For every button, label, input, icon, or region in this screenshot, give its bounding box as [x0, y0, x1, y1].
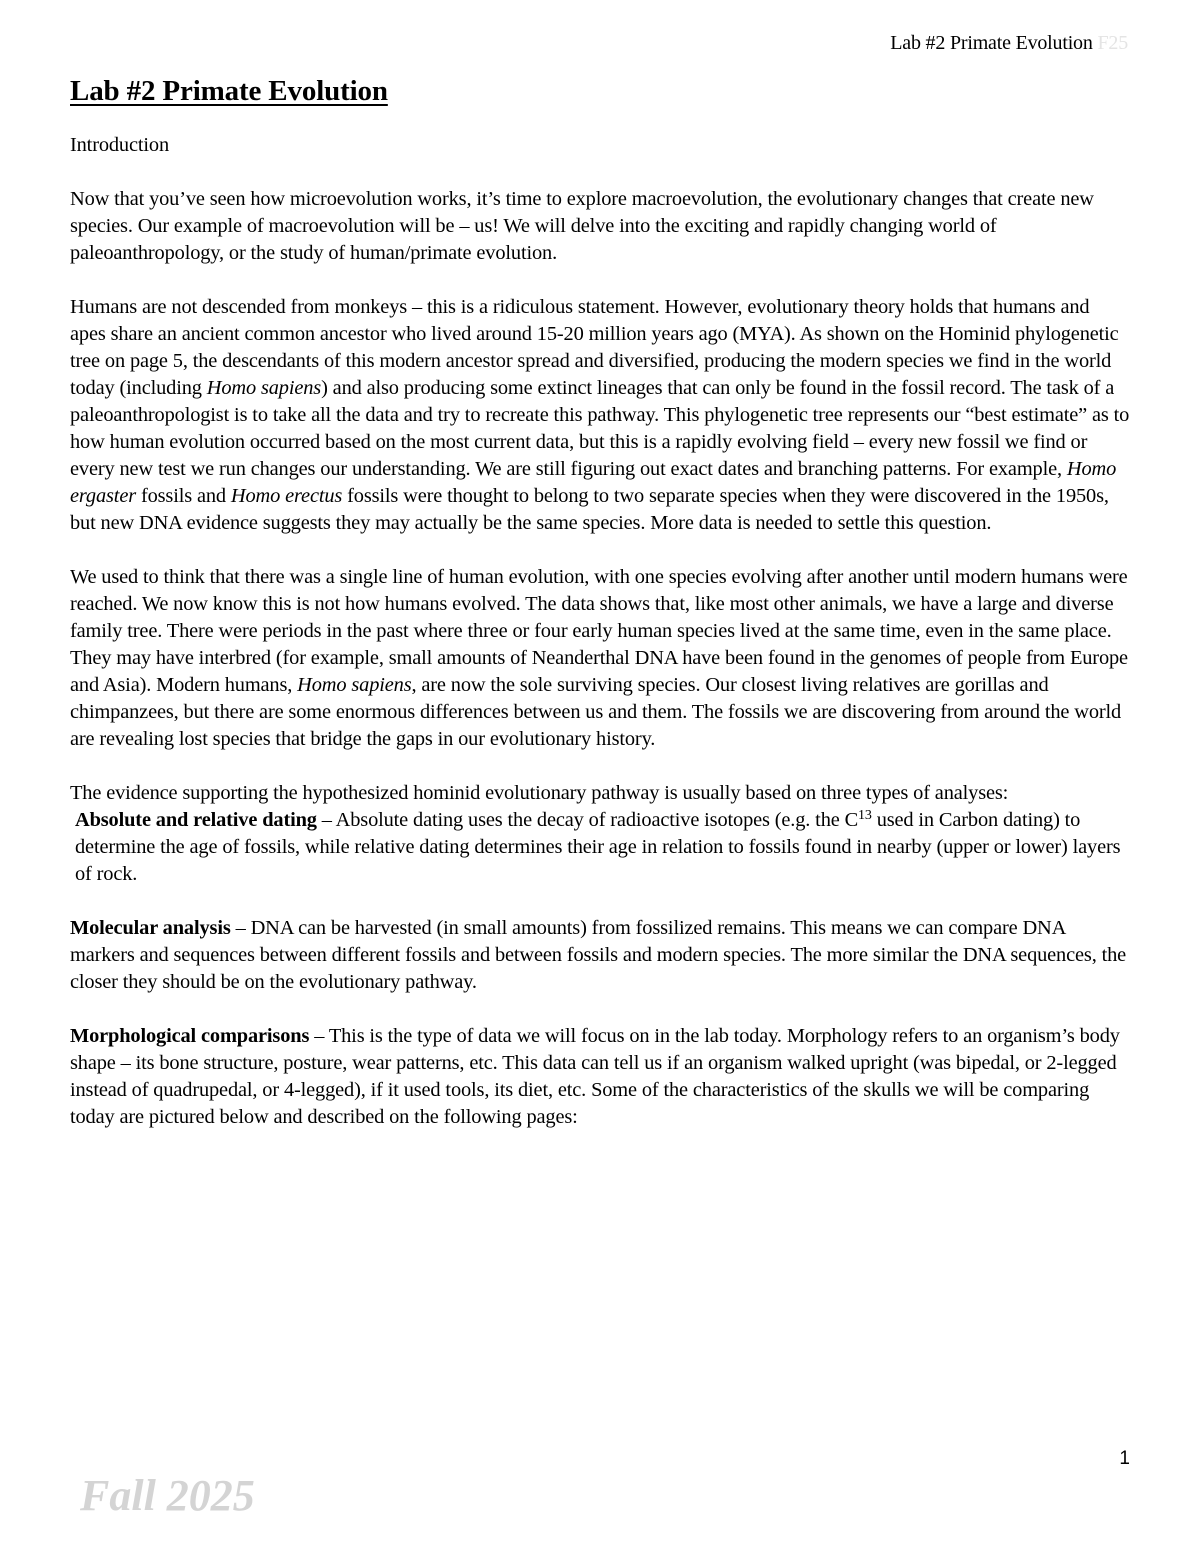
page-title: Lab #2 Primate Evolution: [70, 75, 388, 107]
page-number: 1: [1119, 1448, 1130, 1469]
section-heading-introduction: Introduction: [70, 134, 169, 156]
header-title: Lab #2 Primate Evolution: [890, 32, 1093, 54]
evidence-item-dating: Absolute and relative dating – Absolute dating uses the decay of radioactive isotopes (e.g. the $C^{13}$ used in Carbon dating) to determine the age of fossils, while relative dating determines their age in relation to fossils found in nearby (upper or lower) layers of rock.: [75, 808, 1121, 885]
paragraph-evidence: The evidence supporting the hypothesized hominid evolutionary pathway is usually based on three types of analyses:: [70, 782, 1009, 804]
species-name: Homo ergaster: [70, 458, 1117, 507]
evidence-label: Molecular analysis: [70, 917, 231, 939]
paragraph-family-tree: We used to think that there was a single line of human evolution, with one species evolving after another until modern humans were reached. We now know this is not how humans evolved. The data shows that, like most other animals, we have a large and diverse family tree. There were periods in the past where three or four early human species lived at the same time, even in the same place. They may have interbred (for example, small amounts of Neanderthal DNA have been found in the genomes of people from Europe and Asia). Modern humans, Homo sapiens, are now the sole surviving species. Our closest living relatives are gorillas and chimpanzees, but there are some enormous differences between us and them. The fossils we are discovering from around the world are revealing lost species that bridge the gaps in our evolutionary history.: [70, 566, 1128, 750]
evidence-item-molecular: Molecular analysis – DNA can be harvested (in small amounts) from fossilized remains. This means we can compare DNA markers and sequences between different fossils and between fossils and modern species. The more similar the DNA sequences, the closer they should be on the evolutionary pathway.: [70, 917, 1127, 993]
species-name: Homo erectus: [230, 485, 343, 507]
isotope-superscript: 13: [858, 808, 872, 823]
species-name: Homo sapiens: [206, 377, 322, 399]
species-name: Homo sapiens: [297, 674, 412, 696]
running-header: [890, 32, 1128, 55]
header-term: F25: [1097, 32, 1128, 54]
document-body: [70, 72, 1130, 1131]
footer-watermark: Fall 2025: [80, 1471, 255, 1520]
evidence-label: Morphological comparisons: [70, 1025, 310, 1047]
paragraph-common-ancestor: Humans are not descended from monkeys – this is a ridiculous statement. However, evolutionary theory holds that humans and apes share an ancient common ancestor who lived around 15-20 million years ago (MYA). As shown on the Hominid phylogenetic tree on page 5, the descendants of this modern ancestor spread and diversified, producing the modern species we find in the world today (including Homo sapiens) and also producing some extinct lineages that can only be found in the fossil record. The task of a paleoanthropologist is to take all the data and try to recreate this pathway. This phylogenetic tree represents our “best estimate” as to how human evolution occurred based on the most current data, but this is a rapidly evolving field – every new fossil we find or every new test we run changes our understanding. We are still figuring out exact dates and branching patterns. For example, Homo ergaster fossils and Homo erectus fossils were thought to belong to two separate species when they were discovered in the 1950s, but new DNA evidence suggests they may actually be the same species. More data is needed to settle this question.: [70, 296, 1130, 534]
paragraph-microevolution: Now that you’ve seen how microevolution works, it’s time to explore macroevolution, the evolutionary changes that create new species. Our example of macroevolution will be – us! We will delve into the exciting and rapidly changing world of paleoanthropology, or the study of human/primate evolution.: [70, 188, 1094, 264]
evidence-item-morphological: Morphological comparisons – This is the type of data we will focus on in the lab today. Morphology refers to an organism’s body shape – its bone structure, posture, wear patterns, etc. This data can tell us if an organism walked upright (was bipedal, or 2-legged instead of quadrupedal, or 4-legged), if it used tools, its diet, etc. Some of the characteristics of the skulls we will be comparing today are pictured below and described on the following pages:: [70, 1025, 1120, 1128]
evidence-label: Absolute and relative dating: [75, 809, 317, 831]
